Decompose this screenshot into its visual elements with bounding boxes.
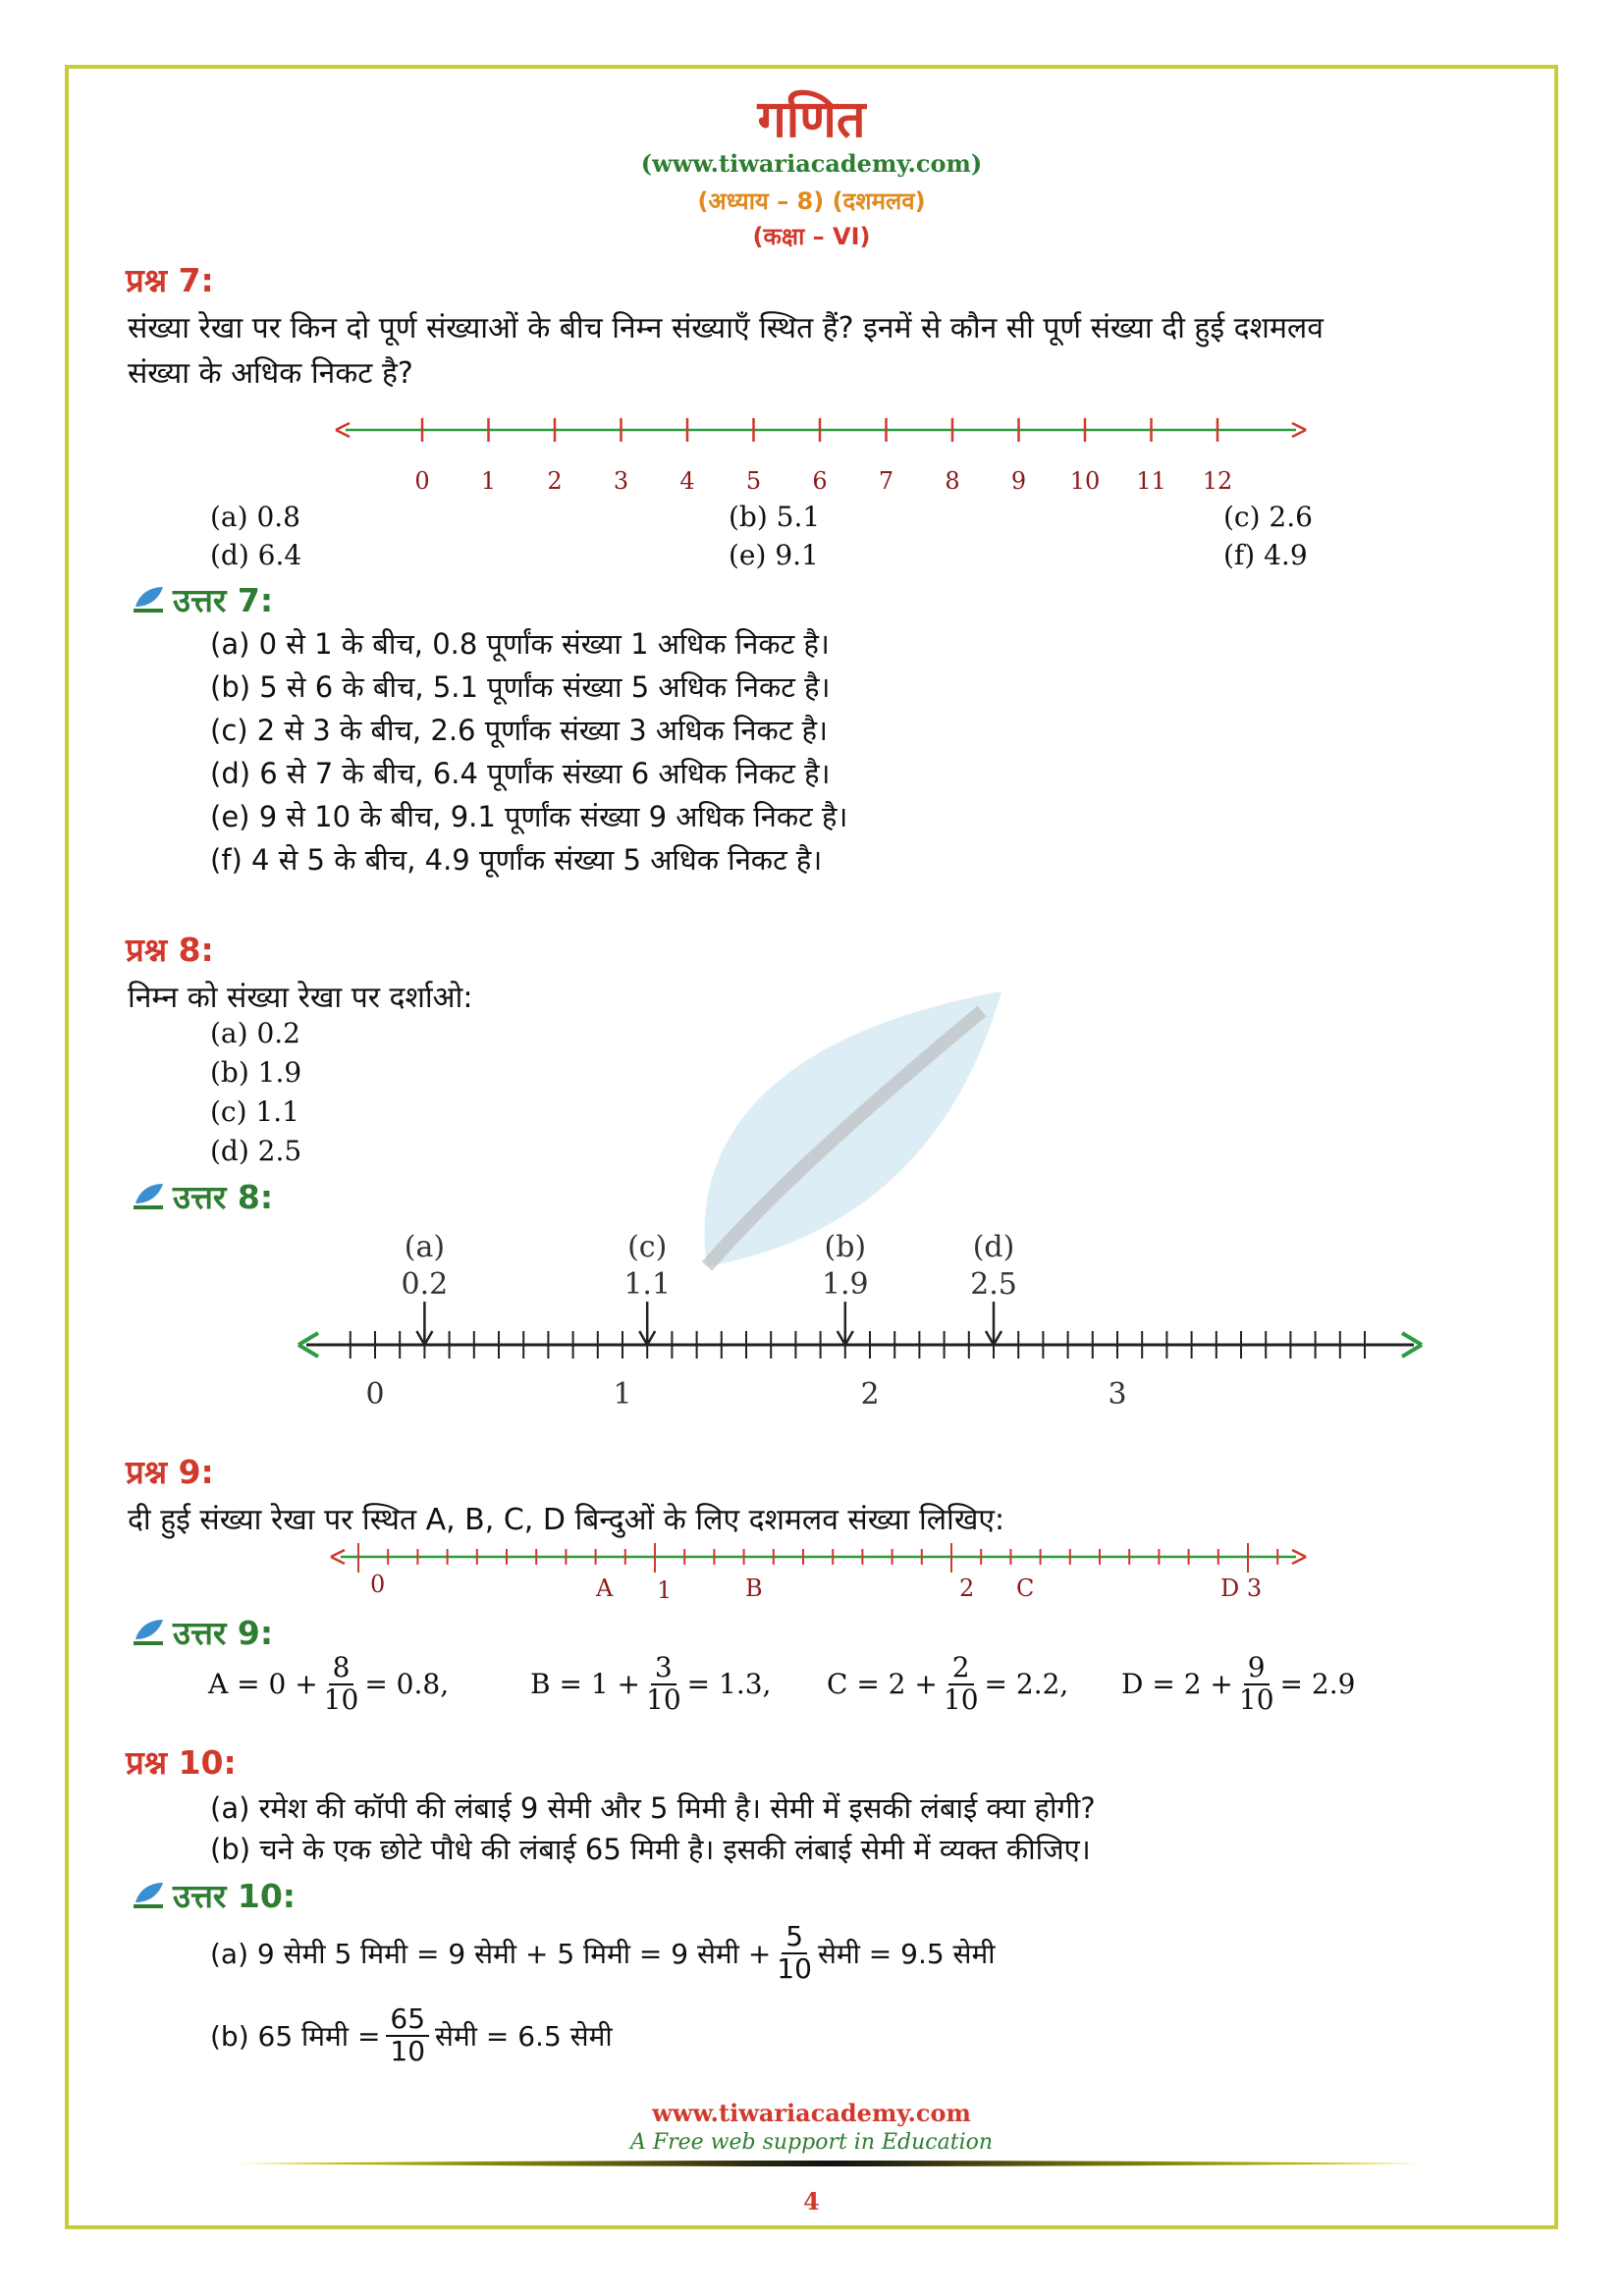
question-8-label: प्रश्न 8: xyxy=(126,931,214,969)
q7-tick-label: 6 xyxy=(812,467,828,495)
answer-10-label xyxy=(132,1873,296,1917)
q7-option-d: (d) 6.4 xyxy=(210,539,302,571)
a10-part-b xyxy=(210,2004,613,2067)
a10-a-rhs: सेमी = 9.5 सेमी xyxy=(817,1937,996,1970)
a9-item-a xyxy=(208,1653,449,1716)
q7-option-e: (e) 9.1 xyxy=(729,539,819,571)
question-9-text: दी हुई संख्या रेखा पर स्थित A, B, C, D बिन्दुओं के लिए दशमलव संख्या लिखिए: xyxy=(128,1503,1005,1537)
a9-a-num: 8 xyxy=(329,1653,354,1685)
a9-item-d xyxy=(1121,1653,1355,1716)
a8-axis-label: 2 xyxy=(860,1377,880,1412)
answer-10-label-text: उत्तर 10: xyxy=(173,1877,296,1915)
a9-c-den: 10 xyxy=(943,1682,979,1716)
a10-a-num: 5 xyxy=(782,1922,807,1954)
a9-c-rhs: = 2.2, xyxy=(984,1668,1069,1701)
tiwari-logo-icon xyxy=(132,1618,167,1647)
q7-tick-label: 3 xyxy=(613,467,629,495)
a9-a-lhs: A = 0 + xyxy=(208,1668,318,1701)
q7-tick-label: 12 xyxy=(1202,467,1233,495)
footer-url: www.tiwariacademy.com xyxy=(652,2099,971,2127)
q8-option-d: (d) 2.5 xyxy=(210,1135,302,1167)
a8-mark-value: 0.2 xyxy=(401,1267,449,1302)
a10-b-den: 10 xyxy=(390,2034,426,2067)
a10-a-den: 10 xyxy=(777,1951,812,1985)
tiwari-logo-icon xyxy=(132,1182,167,1211)
a9-b-fraction xyxy=(646,1653,681,1716)
a8-mark-tag: (a) xyxy=(404,1230,446,1264)
page-number: 4 xyxy=(803,2187,820,2216)
answer-9-label-text: उत्तर 9: xyxy=(173,1614,274,1652)
a9-d-den: 10 xyxy=(1238,1682,1274,1716)
answer-8-label-text: उत्तर 8: xyxy=(173,1178,274,1216)
q9-label-d3: D 3 xyxy=(1220,1575,1263,1602)
a9-b-den: 10 xyxy=(646,1682,681,1716)
q10-part-b: (b) चने के एक छोटे पौधे की लंबाई 65 मिमी है। इसकी लंबाई सेमी में व्यक्त कीजिए। xyxy=(210,1833,1091,1866)
q7-option-b: (b) 5.1 xyxy=(729,501,821,533)
q9-label-2: 2 xyxy=(959,1575,975,1602)
question-7-text-2: संख्या के अधिक निकट है? xyxy=(128,356,413,391)
a8-mark-tag: (c) xyxy=(627,1230,668,1264)
answer-8-label xyxy=(132,1174,273,1218)
a10-part-a xyxy=(210,1922,995,1985)
a10-a-fraction xyxy=(777,1922,812,1985)
a8-mark-value: 1.1 xyxy=(623,1267,672,1302)
number-line-q9 xyxy=(329,1541,1311,1610)
a9-c-num: 2 xyxy=(948,1653,974,1685)
q7-option-c: (c) 2.6 xyxy=(1223,501,1313,533)
question-7-label: प्रश्न 7: xyxy=(126,261,214,299)
a7-line-e: (e) 9 से 10 के बीच, 9.1 पूर्णांक संख्या 9 अधिक निकट है। xyxy=(210,800,848,833)
a10-b-lhs: (b) 65 मिमी = xyxy=(210,2019,381,2053)
a8-mark-value: 1.9 xyxy=(821,1267,869,1302)
a9-d-fraction xyxy=(1239,1653,1274,1716)
q10-part-a: (a) रमेश की कॉपी की लंबाई 9 सेमी और 5 मिमी है। सेमी में इसकी लंबाई क्या होगी? xyxy=(210,1791,1096,1825)
q9-label-b: B xyxy=(745,1575,763,1602)
a10-b-num: 65 xyxy=(386,2004,429,2037)
page-title: गणित xyxy=(757,90,866,149)
q8-option-b: (b) 1.9 xyxy=(210,1056,302,1089)
a9-item-b xyxy=(530,1653,771,1716)
a8-mark-tag: (b) xyxy=(824,1230,867,1264)
a10-b-rhs: सेमी = 6.5 सेमी xyxy=(435,2019,613,2053)
a9-b-num: 3 xyxy=(651,1653,676,1685)
q7-option-a: (a) 0.8 xyxy=(210,501,300,533)
a9-a-den: 10 xyxy=(323,1682,359,1716)
a9-c-fraction xyxy=(944,1653,979,1716)
a9-c-lhs: C = 2 + xyxy=(827,1668,938,1701)
number-line-q7 xyxy=(334,412,1316,501)
answer-7-label-text: उत्तर 7: xyxy=(173,581,274,619)
a8-axis-label: 1 xyxy=(613,1377,632,1412)
question-7-text-1: संख्या रेखा पर किन दो पूर्ण संख्याओं के बीच निम्न संख्याएँ स्थित हैं? इनमें से कौन सी पूर्ण संख्या दी हुई दशमलव xyxy=(128,311,1324,346)
a9-b-lhs: B = 1 + xyxy=(530,1668,641,1701)
footer-tagline: A Free web support in Education xyxy=(629,2130,994,2155)
a8-axis-label: 3 xyxy=(1108,1377,1127,1412)
a8-mark-tag: (d) xyxy=(972,1230,1015,1264)
question-10-label: प्रश्न 10: xyxy=(126,1743,237,1782)
q7-tick-label: 1 xyxy=(480,467,497,495)
q7-tick-label: 5 xyxy=(745,467,762,495)
question-9-label: प्रश्न 9: xyxy=(126,1453,214,1491)
a7-line-b: (b) 5 से 6 के बीच, 5.1 पूर्णांक संख्या 5 अधिक निकट है। xyxy=(210,670,831,704)
q7-tick-label: 11 xyxy=(1136,467,1166,495)
q9-label-c: C xyxy=(1016,1575,1035,1602)
tiwari-logo-icon xyxy=(132,585,167,614)
chapter-label: (अध्याय – 8) (दशमलव) xyxy=(697,187,926,215)
q9-label-1: 1 xyxy=(657,1576,673,1604)
class-label: (कक्षा – VI) xyxy=(752,223,871,250)
q7-option-f: (f) 4.9 xyxy=(1223,539,1308,571)
footer-divider xyxy=(236,2158,1424,2169)
q7-tick-label: 9 xyxy=(1010,467,1027,495)
answer-7-label xyxy=(132,577,273,621)
a7-line-f: (f) 4 से 5 के बीच, 4.9 पूर्णांक संख्या 5 अधिक निकट है। xyxy=(210,843,823,877)
tiwari-logo-icon xyxy=(132,1881,167,1910)
a9-d-num: 9 xyxy=(1244,1653,1270,1685)
a7-line-d: (d) 6 से 7 के बीच, 6.4 पूर्णांक संख्या 6 अधिक निकट है। xyxy=(210,757,831,790)
question-8-text: निम्न को संख्या रेखा पर दर्शाओ: xyxy=(128,981,473,1015)
answer-9-label xyxy=(132,1610,273,1654)
a9-a-rhs: = 0.8, xyxy=(364,1668,450,1701)
a8-axis-label: 0 xyxy=(365,1377,385,1412)
a7-line-c: (c) 2 से 3 के बीच, 2.6 पूर्णांक संख्या 3 अधिक निकट है। xyxy=(210,714,829,747)
a10-b-fraction xyxy=(386,2004,429,2067)
a7-line-a: (a) 0 से 1 के बीच, 0.8 पूर्णांक संख्या 1 अधिक निकट है। xyxy=(210,627,830,661)
a8-mark-value: 2.5 xyxy=(970,1267,1017,1302)
q9-label-a: A xyxy=(596,1575,614,1602)
number-line-a8 xyxy=(295,1217,1434,1423)
q8-option-a: (a) 0.2 xyxy=(210,1017,300,1049)
a9-item-c xyxy=(827,1653,1068,1716)
q7-tick-label: 0 xyxy=(414,467,430,495)
q7-tick-label: 7 xyxy=(878,467,894,495)
a9-b-rhs: = 1.3, xyxy=(686,1668,772,1701)
q7-tick-label: 4 xyxy=(679,467,695,495)
a9-d-rhs: = 2.9 xyxy=(1279,1668,1356,1701)
q8-option-c: (c) 1.1 xyxy=(210,1095,299,1128)
q7-tick-label: 8 xyxy=(945,467,960,495)
a9-a-fraction xyxy=(324,1653,359,1716)
a10-a-lhs: (a) 9 सेमी 5 मिमी = 9 सेमी + 5 मिमी = 9 सेमी + xyxy=(210,1937,772,1970)
q7-tick-label: 10 xyxy=(1069,467,1101,495)
a9-d-lhs: D = 2 + xyxy=(1121,1668,1233,1701)
header-url: (www.tiwariacademy.com) xyxy=(640,149,983,178)
q9-label-0: 0 xyxy=(370,1571,386,1598)
q7-tick-label: 2 xyxy=(547,467,563,495)
